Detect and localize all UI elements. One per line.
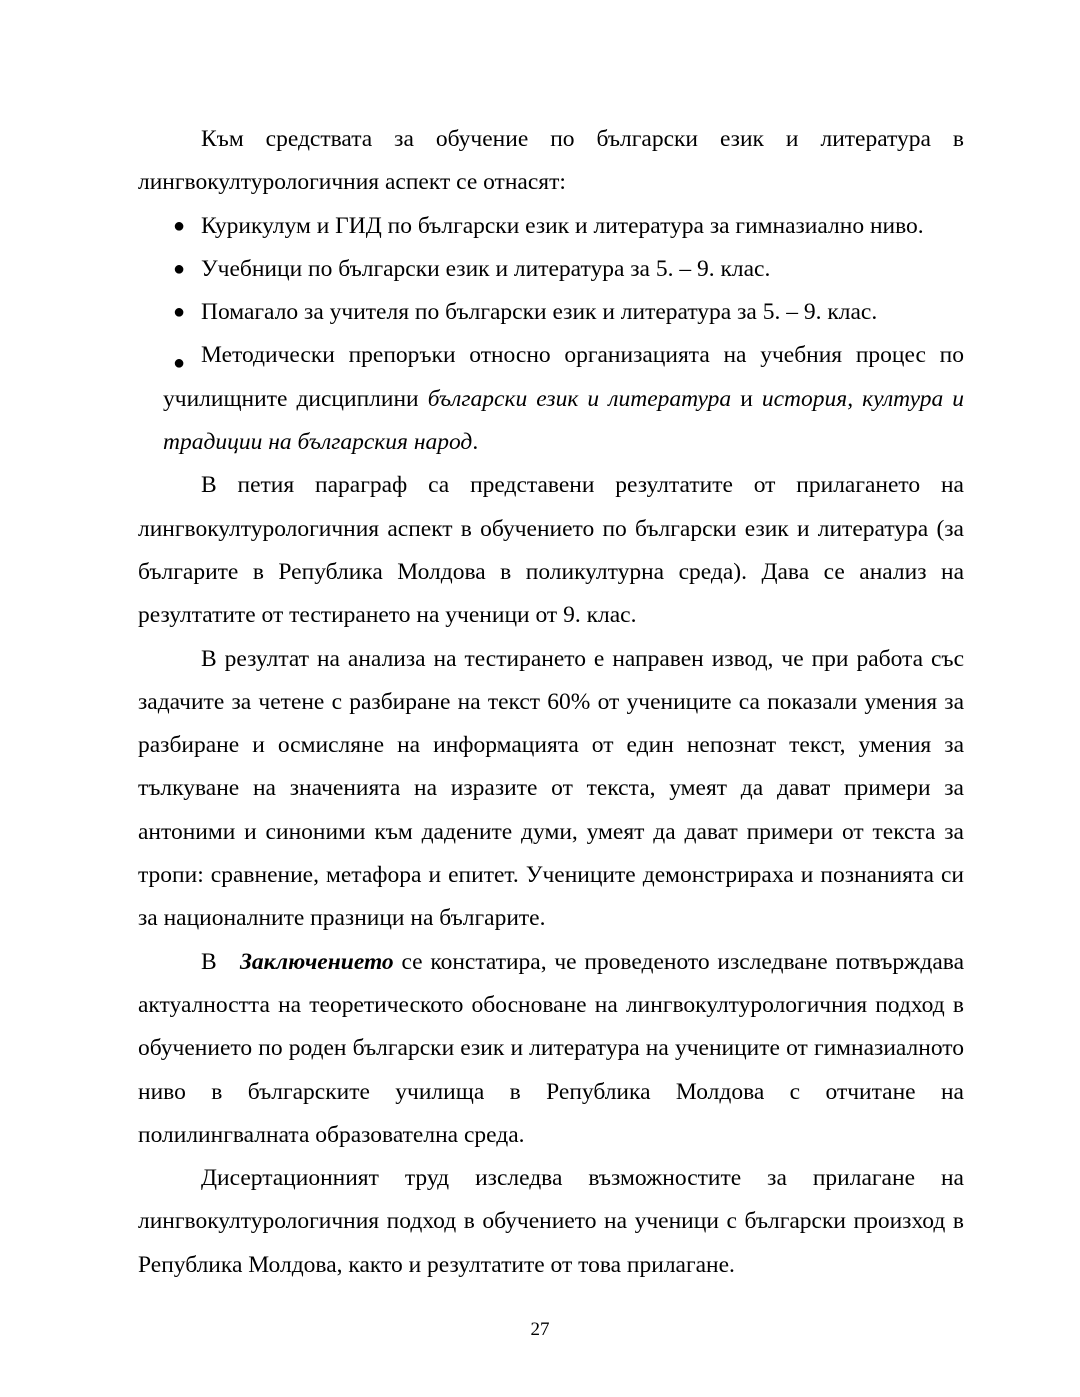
conclusion-emphasis: Заключението xyxy=(239,948,394,975)
bullet-item xyxy=(138,291,964,334)
italic-subject-2: история, култура и традиции на българския народ xyxy=(163,385,965,456)
bullet-icon: ● xyxy=(172,257,186,280)
bullet-end: . xyxy=(472,429,479,456)
bullet-icon: ● xyxy=(172,301,186,324)
paragraph-summary: Дисертационният труд изследва възможностите за прилагане на лингвокултурологичния подход в обучението на ученици с български произход в Република Молдова, както и резултатите от това прилагане. xyxy=(138,1165,964,1278)
conclusion-text: се констатира, че проведеното изследване потвърждава актуалността на теоретическото обосноване на лингвокултурологичния подход в обучението по роден български език и литература на учениците от гимназиалното ниво в българските училища в Република Молдова с отчитане на полилингвалната образователна среда. xyxy=(138,948,964,1148)
bullet-first-line xyxy=(163,342,201,375)
bullet-item xyxy=(138,205,964,248)
paragraph-intro: Към средствата за обучение по български език и литература в лингвокултурологичния аспект се отнасят: xyxy=(138,126,964,196)
page-number: 27 xyxy=(530,1319,550,1340)
bullet-icon: ● xyxy=(172,214,186,237)
bullet-text: Помагало за учителя по български език и литература за 5. – 9. клас. xyxy=(201,299,878,326)
page-body xyxy=(138,118,964,1287)
conclusion-lead: В xyxy=(201,948,217,975)
bullet-item-long xyxy=(138,334,964,464)
bullet-list xyxy=(138,205,964,465)
paragraph-conclusion xyxy=(138,941,964,1157)
bullet-icon: ● xyxy=(172,352,186,375)
bullet-item xyxy=(138,248,964,291)
paragraph-analysis: В резултат на анализа на тестирането е направен извод, че при работа със задачите за четене с разбиране на текст 60% от учениците са показали умения за разбиране и осмисляне на информацията от един непознат текст, умения за тълкуване на значенията на изразите от текста, умеят да дават примери за антоними и синоними към дадените думи, умеят да дават примери от текста за тропи: сравнение, метафора и епитет. Учениците демонстрираха и познанията си за националните празници на българите. xyxy=(138,645,964,932)
bullet-text: Курикулум и ГИД по български език и литература за гимназиално ниво. xyxy=(201,212,924,239)
bullet-text: Учебници по български език и литература за 5. – 9. клас. xyxy=(201,255,771,282)
italic-subject-1: български език и литература xyxy=(427,385,732,412)
bullet-connector: и xyxy=(740,385,753,412)
bullet-text: Методически препоръки относно организацията на учебния процес по училищните дисциплини xyxy=(163,342,964,412)
paragraph-results: В петия параграф са представени резултатите от прилагането на лингвокултурологичния аспект в обучението по български език и литература (за българите в Република Молдова в поликултурна среда). Дава се анализ на резултатите от тестирането на ученици от 9. клас. xyxy=(138,472,964,629)
